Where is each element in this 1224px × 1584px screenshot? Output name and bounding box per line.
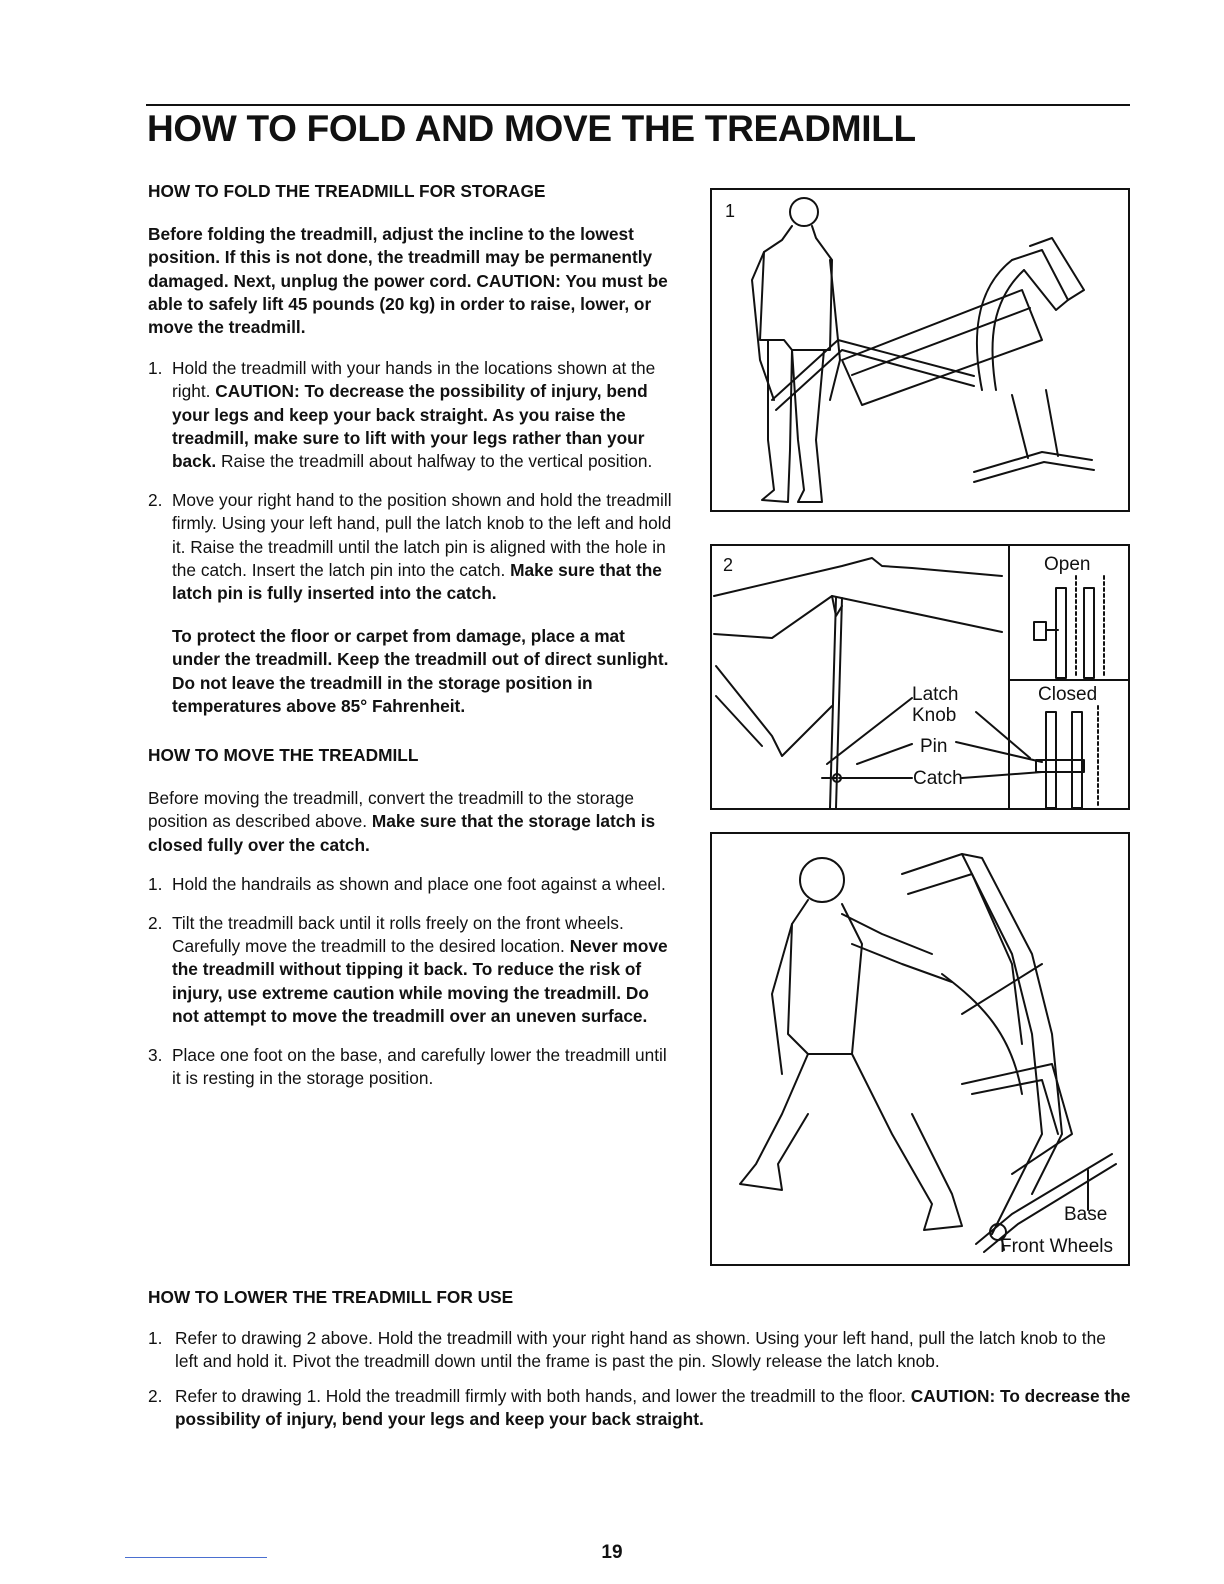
storage-warning: Before folding the treadmill, adjust the incline to the lowest position. If this is not done, the treadmill may be permanently damaged. Next, unplug the power cord. CAUTION: You must be able to safely lift 45 pounds (20 kg) in order to raise, lower, or move the treadmill. — [148, 224, 668, 338]
step-caution: Never move the treadmill without tipping it back. To reduce the risk of injury, use extreme caution while moving the treadmill. Do not attempt to move the treadmill over an uneven surface. — [172, 936, 668, 1026]
lower-heading: HOW TO LOWER THE TREADMILL FOR USE — [148, 1287, 514, 1307]
lower-step — [148, 1327, 1133, 1373]
lower-steps — [148, 1327, 1133, 1431]
protect-note: To protect the floor or carpet from damage, place a mat under the treadmill. Keep the treadmill out of direct sunlight. Do not leave the treadmill in the storage position in temperatures above 85° Fahrenheit. — [172, 626, 669, 716]
lower-step — [148, 1385, 1133, 1431]
open-label: Open — [1044, 554, 1091, 575]
page-number: 19 — [601, 1542, 623, 1563]
step-caution: Make sure that the latch pin is fully inserted into the catch. — [172, 559, 662, 604]
catch-label: Catch — [913, 768, 963, 789]
step-text: Hold the handrails as shown and place one foot against a wheel. — [172, 873, 666, 894]
footer-line — [125, 1557, 267, 1558]
left-column — [148, 180, 676, 1107]
move-intro-bold: Make sure that the storage latch is closed fully over the catch. — [148, 811, 656, 855]
step-text: Hold the treadmill with your hands in the locations shown at the right. — [172, 358, 656, 402]
step-number: 2. — [148, 490, 163, 511]
step-caution: CAUTION: To decrease the possibility of injury, bend your legs and keep your back straight. — [175, 1386, 1131, 1429]
storage-heading: HOW TO FOLD THE TREADMILL FOR STORAGE — [148, 181, 546, 201]
lower-section — [148, 1286, 1133, 1447]
move-step — [148, 912, 676, 1028]
pin-label: Pin — [920, 736, 948, 757]
move-intro-text: Before moving the treadmill, convert the treadmill to the storage position as described above. — [148, 788, 635, 832]
step-text: Tilt the treadmill back until it rolls freely on the front wheels. Carefully move the treadmill to the desired location. — [172, 913, 624, 957]
move-intro — [148, 787, 676, 857]
move-steps — [148, 873, 676, 1091]
step-text-end: Raise the treadmill about halfway to the vertical position. — [221, 451, 653, 472]
figure-number: 1 — [725, 201, 736, 221]
base-label: Base — [1064, 1204, 1108, 1225]
step-number: 1. — [148, 358, 163, 379]
step-number: 1. — [148, 1328, 163, 1348]
title-rule — [146, 104, 1130, 106]
page-title: HOW TO FOLD AND MOVE THE TREADMILL — [147, 108, 916, 149]
storage-steps — [148, 357, 676, 718]
step-caution: CAUTION: To decrease the possibility of injury, bend your legs and keep your back straight. As you raise the treadmill, make sure to lift with your legs rather than your back. — [172, 381, 648, 472]
step-text: Place one foot on the base, and carefully lower the treadmill until it is resting in the storage position. — [172, 1045, 667, 1089]
move-heading: HOW TO MOVE THE TREADMILL — [148, 745, 419, 766]
step-text: Refer to drawing 2 above. Hold the treadmill with your right hand as shown. Using your left hand, pull the latch knob to the left and hold it. Pivot the treadmill down until the frame is past the pin. Slowly release the latch knob. — [175, 1328, 1106, 1371]
step-number: 3. — [148, 1045, 163, 1066]
lift-illustration — [712, 190, 1128, 510]
figure-number: 2 — [723, 555, 734, 575]
move-step — [148, 1044, 676, 1090]
step-number: 2. — [148, 913, 163, 934]
front-wheels-label: Front Wheels — [1000, 1236, 1113, 1257]
step-text: Refer to drawing 1. Hold the treadmill firmly with both hands, and lower the treadmill to the floor. — [175, 1386, 906, 1406]
step-number: 1. — [148, 873, 163, 894]
figure-2-latch — [710, 544, 1130, 810]
storage-step — [148, 489, 676, 718]
figure-1-lift — [710, 188, 1130, 512]
step-text: Move your right hand to the position shown and hold the treadmill firmly. Using your left hand, pull the latch knob to the left and hold it. Raise the treadmill until the latch pin is aligned with the hole in the catch. Insert the latch pin into the catch. — [172, 490, 672, 580]
closed-label: Closed — [1038, 684, 1098, 705]
step-number: 2. — [148, 1386, 163, 1406]
move-illustration — [712, 834, 1128, 1264]
figure-3-move — [710, 832, 1130, 1266]
move-step — [148, 873, 676, 896]
latch-knob-label: Latch Knob — [912, 684, 959, 726]
storage-step — [148, 357, 676, 473]
